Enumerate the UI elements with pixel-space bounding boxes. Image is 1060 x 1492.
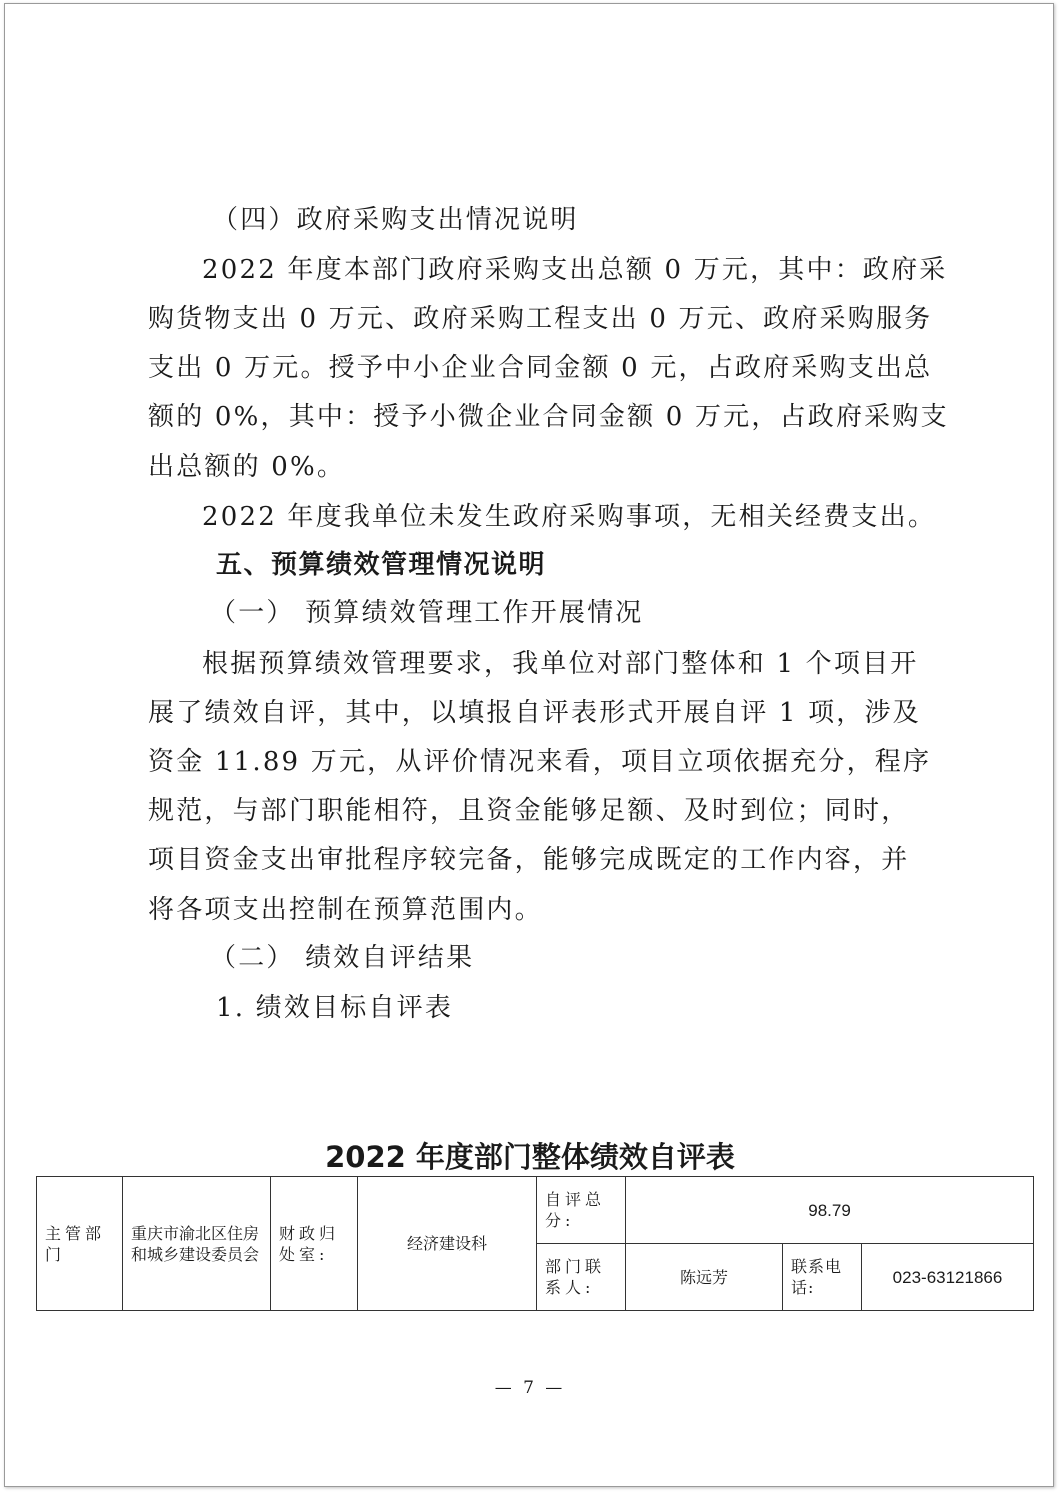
evaluation-table xyxy=(36,1176,1034,1311)
score-value: 98.79 xyxy=(626,1177,1034,1244)
finance-value: 经济建设科 xyxy=(358,1177,537,1311)
sub1-line: 项目资金支出审批程序较完备，能够完成既定的工作内容，并 xyxy=(148,845,910,875)
sub1-line: 规范，与部门职能相符，且资金能够足额、及时到位；同时， xyxy=(148,796,910,826)
para1-line: 购货物支出 0 万元、政府采购工程支出 0 万元、政府采购服务 xyxy=(148,304,933,334)
finance-label: 财政归处室: xyxy=(271,1177,358,1311)
phone-value: 023-63121866 xyxy=(862,1244,1034,1311)
section4-heading: （四）政府采购支出情况说明 xyxy=(212,205,579,235)
sub1-line: 根据预算绩效管理要求，我单位对部门整体和 1 个项目开 xyxy=(202,649,919,679)
para1-line: 2022 年度本部门政府采购支出总额 0 万元，其中：政府采 xyxy=(202,255,948,285)
sub1-line: 将各项支出控制在预算范围内。 xyxy=(148,895,543,925)
dept-label: 主管部门 xyxy=(37,1177,123,1311)
score-label: 自评总分: xyxy=(537,1177,626,1244)
sub1-line: 展了绩效自评，其中，以填报自评表形式开展自评 1 项，涉及 xyxy=(148,698,921,728)
phone-label: 联系电话: xyxy=(783,1244,862,1311)
para1-line: 支出 0 万元。授予中小企业合同金额 0 元，占政府采购支出总 xyxy=(148,353,933,383)
sub1-heading: （一） 预算绩效管理工作开展情况 xyxy=(210,598,644,628)
sub1-line: 资金 11.89 万元，从评价情况来看，项目立项依据充分，程序 xyxy=(148,747,932,777)
item1: 1. 绩效目标自评表 xyxy=(216,993,454,1023)
para1-line: 出总额的 0%。 xyxy=(148,452,346,482)
para2: 2022 年度我单位未发生政府采购事项，无相关经费支出。 xyxy=(202,502,937,532)
para1-line: 额的 0%，其中：授予小微企业合同金额 0 万元，占政府采购支 xyxy=(148,402,949,432)
dept-value: 重庆市渝北区住房和城乡建设委员会 xyxy=(123,1177,271,1311)
sub2-heading: （二） 绩效自评结果 xyxy=(210,943,475,973)
contact-value: 陈远芳 xyxy=(626,1244,783,1311)
page-number: — 7 — xyxy=(494,1378,566,1398)
table-title: 2022 年度部门整体绩效自评表 xyxy=(325,1140,735,1174)
part5-heading: 五、预算绩效管理情况说明 xyxy=(216,550,547,580)
contact-label: 部门联系人: xyxy=(537,1244,626,1311)
